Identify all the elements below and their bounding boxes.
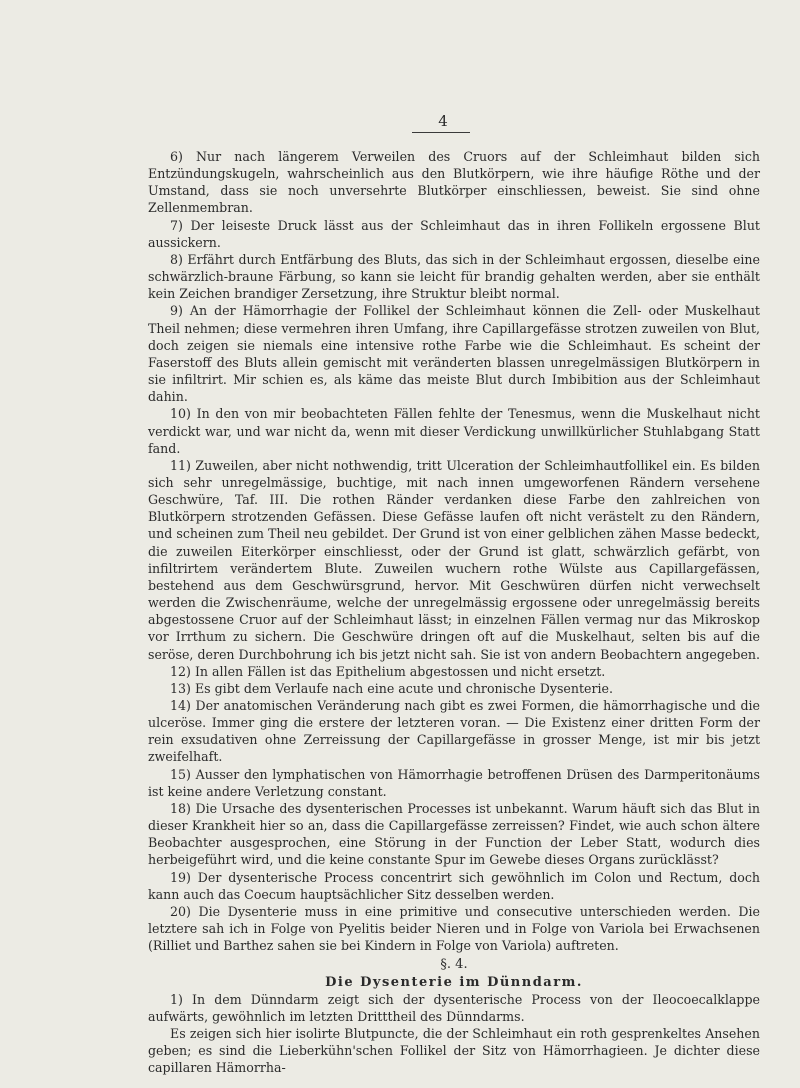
- paragraph-8: 8) Erfährt durch Entfärbung des Bluts, das sich in der Schleimhaut ergossen, dieselbe eine schwärzlich-braune Färbung, so kann sie leicht für brandig gehalten werden, aber sie enthält kein Zeichen brandiger Zersetzung, ihre Struktur bleibt normal.: [148, 251, 760, 302]
- section-paragraph-1: 1) In dem Dünndarm zeigt sich der dysenterische Process von der Ileocoecalklappe aufwärts, gewöhnlich im letzten Dritttheil des Dünndarms.: [148, 991, 760, 1024]
- section-number: §. 4.: [440, 957, 468, 973]
- paragraph-15: 15) Ausser den lymphatischen von Hämorrhagie betroffenen Drüsen des Darmperitonäums ist keine andere Verletzung constant.: [148, 766, 760, 799]
- paragraph-6: 6) Nur nach längerem Verweilen des Cruors auf der Schleimhaut bilden sich Entzündungskugeln, wahrscheinlich aus den Blutkörpern, wie ihre häufige Röthe und der Umstand, dass sie noch unversehrte Blutkörper einschliessen, beweist. Sie sind ohne Zellenmembran.: [148, 149, 760, 216]
- paragraph-7: 7) Der leiseste Druck lässt aus der Schleimhaut das in ihren Follikeln ergossene Blut aussickern.: [148, 217, 760, 250]
- paragraph-20: 20) Die Dysenterie muss in eine primitive und consecutive unterschieden werden. Die letztere sah ich in Folge von Pyelitis beider Nieren und in Folge von Variola bei Erwachsenen (Rilliet und Barthez sahen sie bei Kindern in Folge von Variola) auftreten.: [148, 903, 760, 954]
- paragraph-10: 10) In den von mir beobachteten Fällen fehlte der Tenesmus, wenn die Muskelhaut nicht verdickt war, und war nicht da, wenn mit dieser Verdickung unwillkürlicher Stuhlabgang Statt fand.: [148, 406, 760, 456]
- section-title: Die Dysenterie im Dünndarm.: [325, 974, 583, 990]
- body-text: [148, 148, 760, 1076]
- paragraph-9: 9) An der Hämorrhagie der Follikel der Schleimhaut können die Zell- oder Muskelhaut Theil nehmen; diese vermehren ihren Umfang, ihre Capillargefässe strotzen zuweilen von Blut, doch zeigen sie niemals eine intensive rothe Farbe wie die Schleimhaut. Es scheint der Faserstoff des Bluts allein gemischt mit veränderten blassen unregelmässigen Blutkörpern in sie infiltrirt. Mir schien es, als käme das meiste Blut durch Imbibition aus der Schleimhaut dahin.: [148, 303, 760, 405]
- paragraph-14: 14) Der anatomischen Veränderung nach gibt es zwei Formen, die hämorrhagische und die ulceröse. Immer ging die erstere der letzteren voran. — Die Existenz einer dritten Form der rein exsudativen ohne Zerreissung der Capillargefässe in grosser Menge, ist mir bis jetzt zweifelhaft.: [148, 698, 760, 765]
- paragraph-11: 11) Zuweilen, aber nicht nothwendig, tritt Ulceration der Schleimhautfollikel ein. Es bilden sich sehr unregelmässige, buchtige, mit nach innen umgeworfenen Rändern versehene Geschwüre, Taf. III. Die rothen Ränder verdanken diese Farbe den zahlreichen von Blutkörpern strotzenden Gefässen. Diese Gefässe laufen oft nicht verästelt zu den Rändern, und scheinen zum Theil neu gebildet. Der Grund ist von einer gelblichen zähen Masse bedeckt, die zuweilen Eiterkörper einschliesst, oder der Grund ist glatt, schwärzlich gefärbt, von infiltrirtem verändertem Blute. Zuweilen wuchern rothe Wülste aus Capillargefässen, bestehend aus dem Geschwürsgrund, hervor. Mit Geschwüren dürfen nicht verwechselt werden die Zwischenräume, welche der unregelmässig ergossene oder unregelmässig bereits abgestossene Cruor auf der Schleimhaut lässt; in einzelnen Fällen vermag nur das Mikroskop vor Irrthum zu sichern. Die Geschwüre dringen oft auf die Muskelhaut, selten bis auf die seröse, deren Durchbohrung ich bis jetzt nicht sah. Sie ist von andern Beobachtern angegeben.: [148, 457, 761, 662]
- paragraph-12: 12) In allen Fällen ist das Epithelium abgestossen und nicht ersetzt.: [170, 663, 606, 679]
- paragraph-18: 18) Die Ursache des dysenterischen Processes ist unbekannt. Warum häuft sich das Blut in dieser Krankheit hier so an, dass die Capillargefässe zerreissen? Findet, wie auch schon ältere Beobachter ausgesprochen, eine Störung in der Function der Leber Statt, wodurch dies herbeigeführt wird, und die keine constante Spur im Gewebe dieses Organs zurücklässt?: [148, 800, 760, 868]
- section-paragraph-2: Es zeigen sich hier isolirte Blutpuncte, die der Schleimhaut ein roth gesprenkeltes Ansehen geben; es sind die Lieberkühn'schen Follikel der Sitz von Hämorrhagieen. Je dichter diese capillaren Hämorrha-: [148, 1025, 760, 1076]
- page-number: 4: [438, 112, 448, 130]
- header-rule: [412, 132, 470, 133]
- paragraph-19: 19) Der dysenterische Process concentrirt sich gewöhnlich im Colon und Rectum, doch kann auch das Coecum hauptsächlicher Sitz desselben werden.: [148, 869, 760, 902]
- paragraph-13: 13) Es gibt dem Verlaufe nach eine acute und chronische Dysenterie.: [170, 680, 614, 696]
